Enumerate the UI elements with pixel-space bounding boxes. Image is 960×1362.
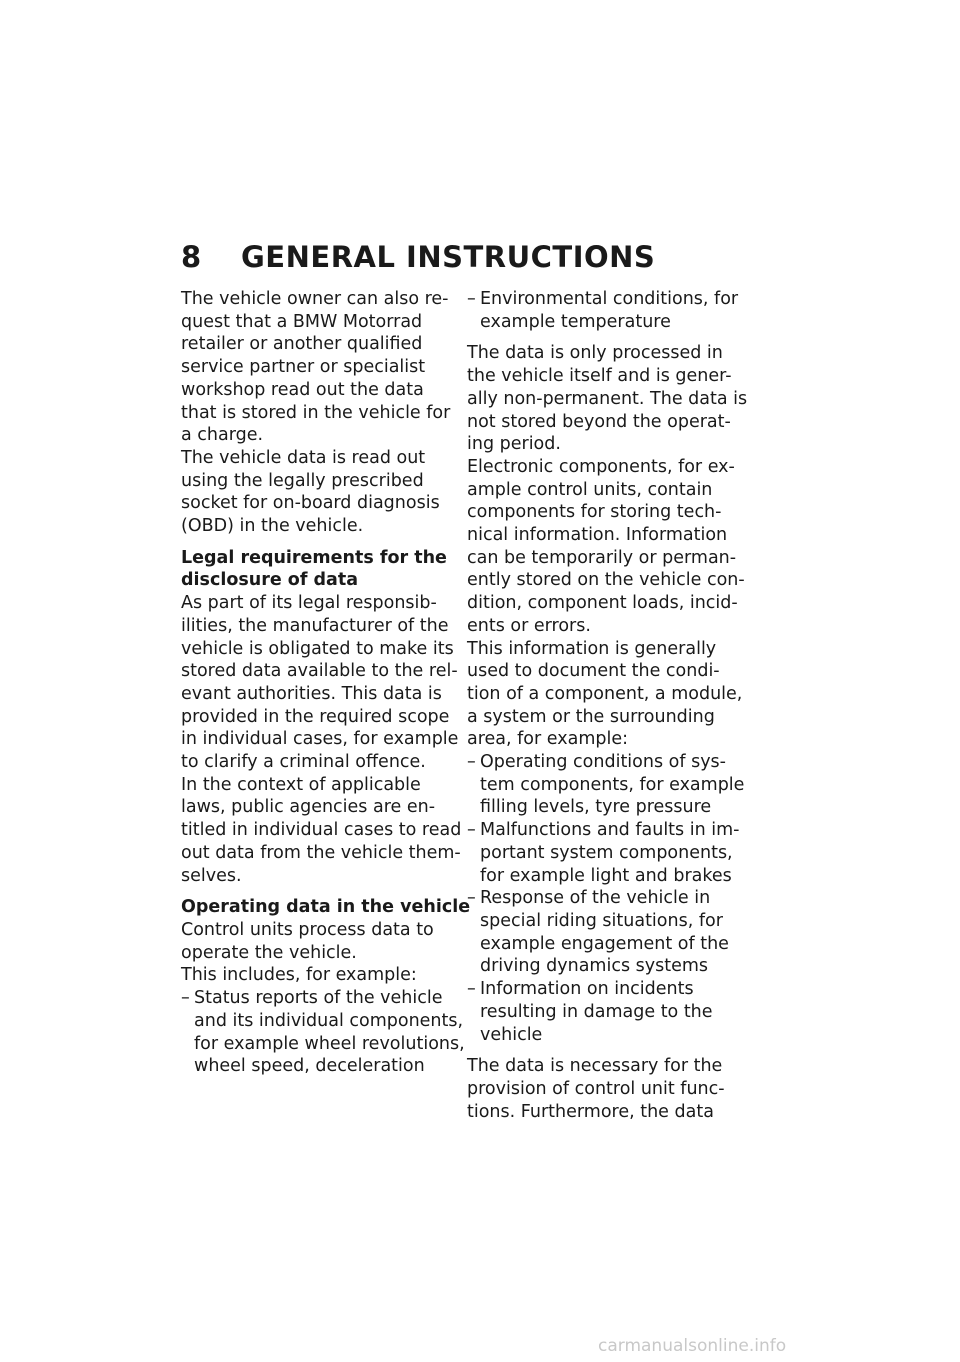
text-line: driving dynamics systems [480, 956, 709, 977]
text-line: operate the vehicle. [181, 942, 357, 963]
text-line: example temperature [480, 311, 671, 332]
text-line: components for storing tech- [467, 502, 722, 523]
text-line: not stored beyond the operat- [467, 411, 731, 432]
text-line: workshop read out the data [181, 379, 424, 400]
dash-marker: – [467, 979, 476, 1000]
watermark: carmanualsonline.info [598, 1336, 787, 1356]
text-line: filling levels, tyre pressure [480, 797, 712, 818]
text-line: to clarify a criminal offence. [181, 752, 426, 773]
page-heading [181, 240, 655, 274]
paragraph-processing [467, 342, 757, 456]
text-line: service partner or specialist [181, 357, 426, 378]
text-line: ample control units, contain [467, 479, 713, 500]
chapter-number: 8 [181, 240, 202, 274]
text-line: Electronic components, for ex- [467, 456, 735, 477]
text-line: provided in the required scope [181, 706, 450, 727]
right-column [467, 288, 757, 1123]
text-line: vehicle [480, 1024, 543, 1045]
paragraph-data-necessary [467, 1055, 757, 1123]
text-line: Operating conditions of sys- [480, 752, 726, 773]
text-line: using the legally prescribed [181, 470, 424, 491]
paragraph-includes [181, 964, 471, 987]
text-line: socket for on-board diagnosis [181, 493, 440, 514]
paragraph-control-units [181, 919, 471, 964]
text-line: a charge. [181, 425, 264, 446]
dash-marker: – [467, 289, 476, 309]
text-line: This includes, for example: [181, 965, 417, 986]
text-line: dition, component loads, incid- [467, 593, 738, 614]
text-line: wheel speed, deceleration [194, 1056, 425, 1077]
text-line: that is stored in the vehicle for [181, 402, 451, 423]
list-item [181, 987, 471, 1078]
text-line: retailer or another qualified [181, 334, 423, 355]
chapter-title: GENERAL INSTRUCTIONS [241, 240, 656, 274]
text-line: This information is generally [467, 638, 717, 659]
subheading-operating-data [181, 896, 471, 919]
text-line: ents or errors. [467, 615, 591, 636]
text-line: quest that a BMW Motorrad [181, 311, 423, 332]
dash-marker: – [467, 888, 476, 909]
list-item [467, 751, 757, 819]
text-line: titled in individual cases to read [181, 820, 462, 841]
text-line: The data is only processed in [467, 343, 723, 364]
subheading-legal-requirements [181, 547, 471, 592]
text-line: in individual cases, for example [181, 729, 459, 750]
text-line: Status reports of the vehicle [194, 988, 443, 1009]
text-line: a system or the surrounding [467, 706, 715, 727]
text-line: selves. [181, 865, 242, 886]
text-line: and its individual components, [194, 1010, 464, 1031]
text-line: The data is necessary for the [467, 1056, 723, 1077]
text-line: ally non-permanent. The data is [467, 388, 748, 409]
text-line: The vehicle owner can also re- [181, 289, 449, 309]
text-line: disclosure of data [181, 570, 359, 591]
text-line: In the context of applicable [181, 774, 421, 795]
text-line: ing period. [467, 434, 561, 455]
text-line: special riding situations, for [480, 910, 723, 931]
text-line: area, for example: [467, 729, 628, 750]
text-line: Malfunctions and faults in im- [480, 820, 740, 841]
text-line: portant system components, [480, 842, 733, 863]
paragraph-obd [181, 447, 471, 538]
text-line: (OBD) in the vehicle. [181, 516, 364, 537]
text-line: Legal requirements for the [181, 547, 447, 568]
text-line: for example light and brakes [480, 865, 732, 886]
text-line: Control units process data to [181, 919, 434, 940]
text-line: laws, public agencies are en- [181, 797, 436, 818]
dash-marker: – [181, 988, 190, 1009]
text-line: ently stored on the vehicle con- [467, 570, 745, 591]
paragraph-legal-obligation [181, 592, 471, 774]
left-column [181, 288, 471, 1078]
text-line: nical information. Information [467, 525, 728, 546]
dash-marker: – [467, 752, 476, 773]
text-line: provision of control unit func- [467, 1078, 725, 1099]
text-line: out data from the vehicle them- [181, 842, 461, 863]
text-line: evant authorities. This data is [181, 683, 442, 704]
paragraph-public-agencies [181, 774, 471, 888]
text-line: for example wheel revolutions, [194, 1033, 465, 1054]
text-line: can be temporarily or perman- [467, 547, 737, 568]
text-line: Response of the vehicle in [480, 888, 711, 909]
text-line: vehicle is obligated to make its [181, 638, 454, 659]
text-line: ilities, the manufacturer of the [181, 615, 449, 636]
list-item [467, 887, 757, 978]
text-line: Operating data in the vehicle [181, 897, 471, 918]
list-item [467, 288, 757, 333]
text-line: Information on incidents [480, 979, 694, 1000]
text-line: used to document the condi- [467, 661, 720, 682]
text-line: Environmental conditions, for [480, 289, 739, 309]
paragraph-information-use [467, 638, 757, 752]
text-line: The vehicle data is read out [181, 447, 426, 468]
dash-marker: – [467, 820, 476, 841]
text-line: example engagement of the [480, 933, 729, 954]
list-item [467, 978, 757, 1046]
text-line: tion of a component, a module, [467, 683, 743, 704]
paragraph-owner-request [181, 288, 471, 447]
text-line: tions. Furthermore, the data [467, 1101, 714, 1122]
text-line: resulting in damage to the [480, 1001, 713, 1022]
text-line: As part of its legal responsib- [181, 593, 437, 614]
paragraph-electronic-components [467, 456, 757, 638]
list-item [467, 819, 757, 887]
text-line: the vehicle itself and is gener- [467, 366, 732, 387]
text-line: stored data available to the rel- [181, 661, 458, 682]
text-line: tem components, for example [480, 774, 745, 795]
